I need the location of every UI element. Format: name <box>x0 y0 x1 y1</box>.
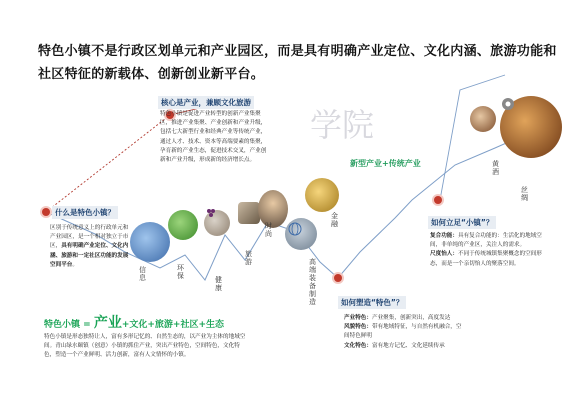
what-is-text-end: 。 <box>72 261 78 268</box>
industry-label-health: 健康 <box>215 276 222 292</box>
finance-image <box>305 178 339 212</box>
industry-label-tourism: 旅游 <box>245 250 252 266</box>
watermark: 学院 <box>310 106 375 144</box>
headline: 特色小镇不是行政区划单元和产业园区，而是具有明确产业定位、文化内涵、旅游功能和社区特征的新载体、创新创业新平台。 <box>38 44 557 82</box>
dashed-connector-core <box>46 115 170 212</box>
marker-dot-what <box>42 208 50 216</box>
what-is-text-bold: 具有明确产业定位、文化内涵、旅游和一定社区功能的发展空间平台 <box>50 243 129 268</box>
build-label: 如何塑造“特色”？ <box>338 296 406 309</box>
core-industry-text: 特色小镇是促进产业转型的创新产业集聚区，推进产业集聚、产业创新和产业升级，包括七大新型行业和经典产业等传统产业，通过人才、技术、资本等高端要素的集聚，孕育新的产业生态，促进技术交叉，产业创新和产业升级，形成新的经济增长点。 <box>160 111 267 164</box>
build-text <box>344 314 466 351</box>
what-is-text <box>50 224 130 270</box>
define-item-key: 尺度怡人： <box>430 251 458 258</box>
industry-label-fashion: 时尚 <box>265 222 272 238</box>
industry-label-silk: 丝绸 <box>521 186 528 202</box>
marker-dot-define <box>434 196 442 204</box>
build-item <box>344 342 466 351</box>
define-label: 如何立足“小镇”？ <box>428 216 496 229</box>
industry-label-environment: 环保 <box>177 264 184 280</box>
formula-rest: +文化+旅游+社区+生态 <box>121 320 224 330</box>
environment-image <box>168 210 198 240</box>
build-item <box>344 323 466 341</box>
tourism-image <box>238 202 260 224</box>
marker-dot-build <box>334 274 342 282</box>
formula-eq: = <box>80 320 94 330</box>
wine-image <box>470 106 496 132</box>
formula-industry: 产业 <box>93 315 122 331</box>
industry-label-finance: 金融 <box>331 212 338 228</box>
build-item-value: 富有地方记忆、文化延续传承 <box>371 342 445 349</box>
formula-title <box>44 312 224 332</box>
define-item-value: 具有复合功能的：生活化的地域空间，非单纯的产业区，关注人的需求。 <box>430 233 542 249</box>
what-is-label: 什么是特色小镇？ <box>52 206 118 219</box>
branch-line <box>440 75 505 200</box>
grapes-icon <box>204 206 218 220</box>
build-item-key: 产业特色： <box>344 315 372 321</box>
fashion-image <box>258 190 288 228</box>
define-item-value: 不同于传统城镇集聚概念的空间形态，而是一个亲切怡人的聚落空间。 <box>430 251 542 267</box>
information-image <box>130 222 170 262</box>
formula-prefix: 特色小镇 <box>44 320 81 330</box>
globe-icon <box>288 222 302 236</box>
industry-label-equipment: 高端装备制造 <box>309 258 316 306</box>
build-item-key: 风貌特色： <box>344 324 372 331</box>
industry-label-wine: 黄酒 <box>492 160 499 176</box>
what-is-text-plain: 区别于传统意义上的行政单元和产业园区，是一个相对独立于市区， <box>50 225 129 250</box>
define-item <box>430 232 552 250</box>
build-item-key: 文化特色： <box>344 342 372 349</box>
new-industry-label: 新型产业+传统产业 <box>350 159 421 168</box>
core-industry-label: 核心是产业，兼顾文化旅游 <box>158 96 254 109</box>
build-item-value: 产业聚集，创新突出，高度发达 <box>371 315 451 321</box>
build-item-value: 带有地域特征，与自然有机融合，空间特色鲜明 <box>344 324 462 340</box>
build-item <box>344 314 466 323</box>
formula-text: 特色小镇是形态独特让人，富有多形记忆的、自然生态的，以产业为主体的地域空间。青山绿水颐镇（创意）小镇的抓住产业，突出产业特色，空间特色，文化特色，塑造一个产业鲜明、活力创新，富有人文情怀的小镇。 <box>44 334 246 359</box>
industry-label-information: 信息 <box>139 266 146 282</box>
gear-icon <box>498 94 518 114</box>
define-text <box>430 232 552 269</box>
define-item <box>430 250 552 268</box>
define-item-key: 复合功能： <box>430 233 458 239</box>
